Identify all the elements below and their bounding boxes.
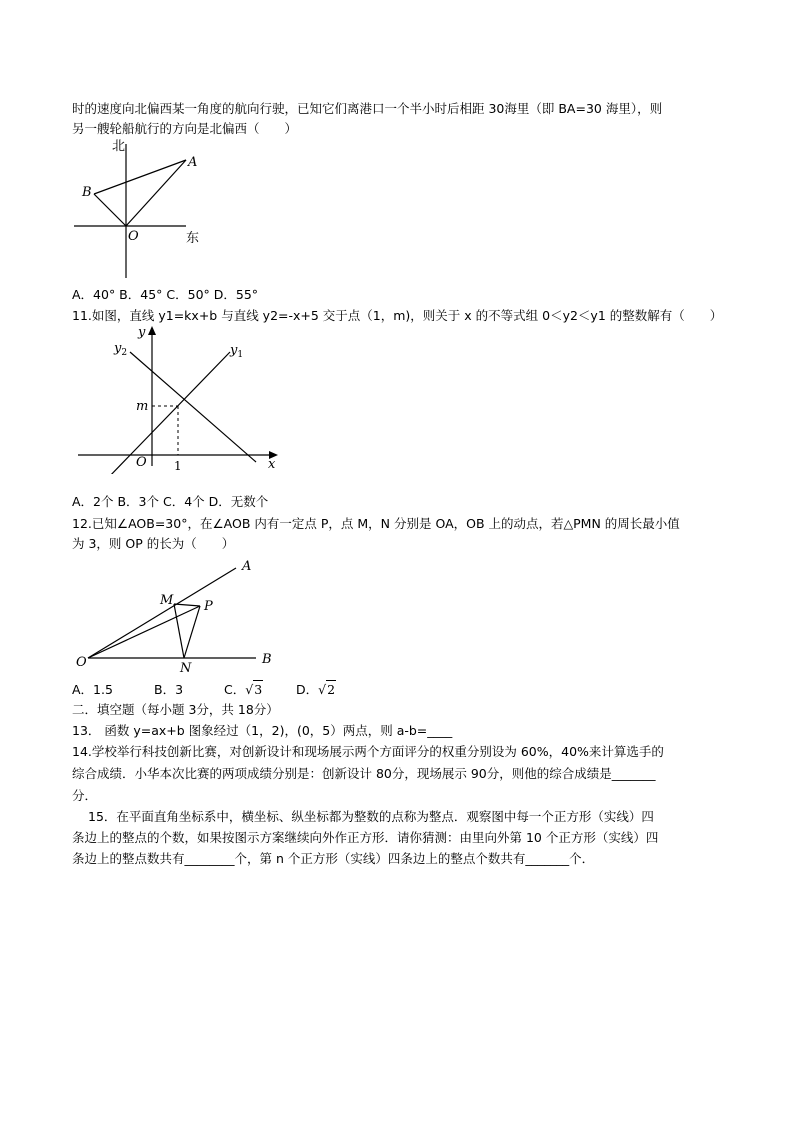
north-label: 北 bbox=[112, 139, 126, 154]
q14-text-line2: 综合成绩．小华本次比赛的两项成绩分别是：创新设计 80分，现场展示 90分，则他的综合成绩是_______ bbox=[72, 766, 656, 781]
point-n-label: N bbox=[180, 661, 192, 676]
q11-options: A．2个 B．3个 C．4个 D．无数个 bbox=[72, 494, 269, 509]
x-axis-label: x bbox=[268, 457, 276, 472]
one-label: 1 bbox=[174, 459, 182, 473]
east-label: 东 bbox=[186, 231, 200, 246]
q12-option-c: C．√3 bbox=[224, 682, 263, 697]
ray-a-label: A bbox=[242, 559, 252, 574]
point-p-label: P bbox=[204, 599, 213, 614]
q12-option-d: D．√2 bbox=[296, 682, 336, 697]
q15-text-line1: 15．在平面直角坐标系中，横坐标、纵坐标都为整数的点称为整点．观察图中每一个正方形（实线）四 bbox=[88, 809, 654, 824]
q10-text-line2: 另一艘轮船航行的方向是北偏西（ ） bbox=[72, 121, 298, 136]
q12-text-line2: 为 3，则 OP 的长为（ ） bbox=[72, 536, 235, 551]
m-label: m bbox=[136, 399, 149, 414]
origin-label: O bbox=[136, 455, 147, 470]
ray-b-label: B bbox=[262, 652, 272, 667]
y1-label: $y_1$ bbox=[230, 343, 244, 360]
q13-text: 13． 函数 y=ax+b 图象经过（1，2)，(0，5）两点，则 a-b=____ bbox=[72, 723, 453, 738]
q11-figure bbox=[70, 322, 286, 474]
y-axis-label: y bbox=[138, 325, 146, 340]
q10-text-line1: 时的速度向北偏西某一角度的航向行驶，已知它们离港口一个半小时后相距 30海里（即 BA=30 海里），则 bbox=[72, 101, 663, 116]
q11-stem: 11.如图，直线 y1=kx+b 与直线 y2=-x+5 交于点（1，m)，则关于 x 的不等式组 0＜y2＜y1 的整数解有（ ） bbox=[72, 308, 723, 323]
q15-text-line3: 条边上的整点数共有________个，第 n 个正方形（实线）四条边上的整点个数共有_______个． bbox=[72, 851, 595, 866]
y2-label: $y_2$ bbox=[114, 341, 128, 358]
point-m-label: M bbox=[160, 593, 174, 608]
q14-text-line1: 14.学校举行科技创新比赛，对创新设计和现场展示两个方面评分的权重分别设为 60%，40%来计算选手的 bbox=[72, 744, 664, 759]
q15-text-line2: 条边上的整点的个数，如果按图示方案继续向外作正方形．请你猜测：由里向外第 10 个正方形（实线）四 bbox=[72, 830, 659, 845]
point-b-label: B bbox=[82, 185, 92, 200]
q12-figure bbox=[70, 554, 285, 676]
q10-options: A．40° B．45° C．50° D．55° bbox=[72, 287, 259, 302]
q14-text-line3: 分． bbox=[72, 788, 98, 803]
point-o-label: O bbox=[128, 229, 139, 244]
q12-text-line1: 12.已知∠AOB=30°，在∠AOB 内有一定点 P，点 M，N 分别是 OA，OB 上的动点，若△PMN 的周长最小值 bbox=[72, 516, 680, 531]
q12-options bbox=[72, 680, 336, 699]
q10-figure bbox=[68, 136, 218, 284]
point-a-label: A bbox=[188, 155, 198, 170]
vertex-o-label: O bbox=[76, 655, 87, 670]
q12-option-a: A．1.5 bbox=[72, 682, 113, 697]
section2-heading: 二．填空题（每小题 3分，共 18分） bbox=[72, 702, 279, 717]
q12-option-b: B．3 bbox=[154, 682, 184, 697]
